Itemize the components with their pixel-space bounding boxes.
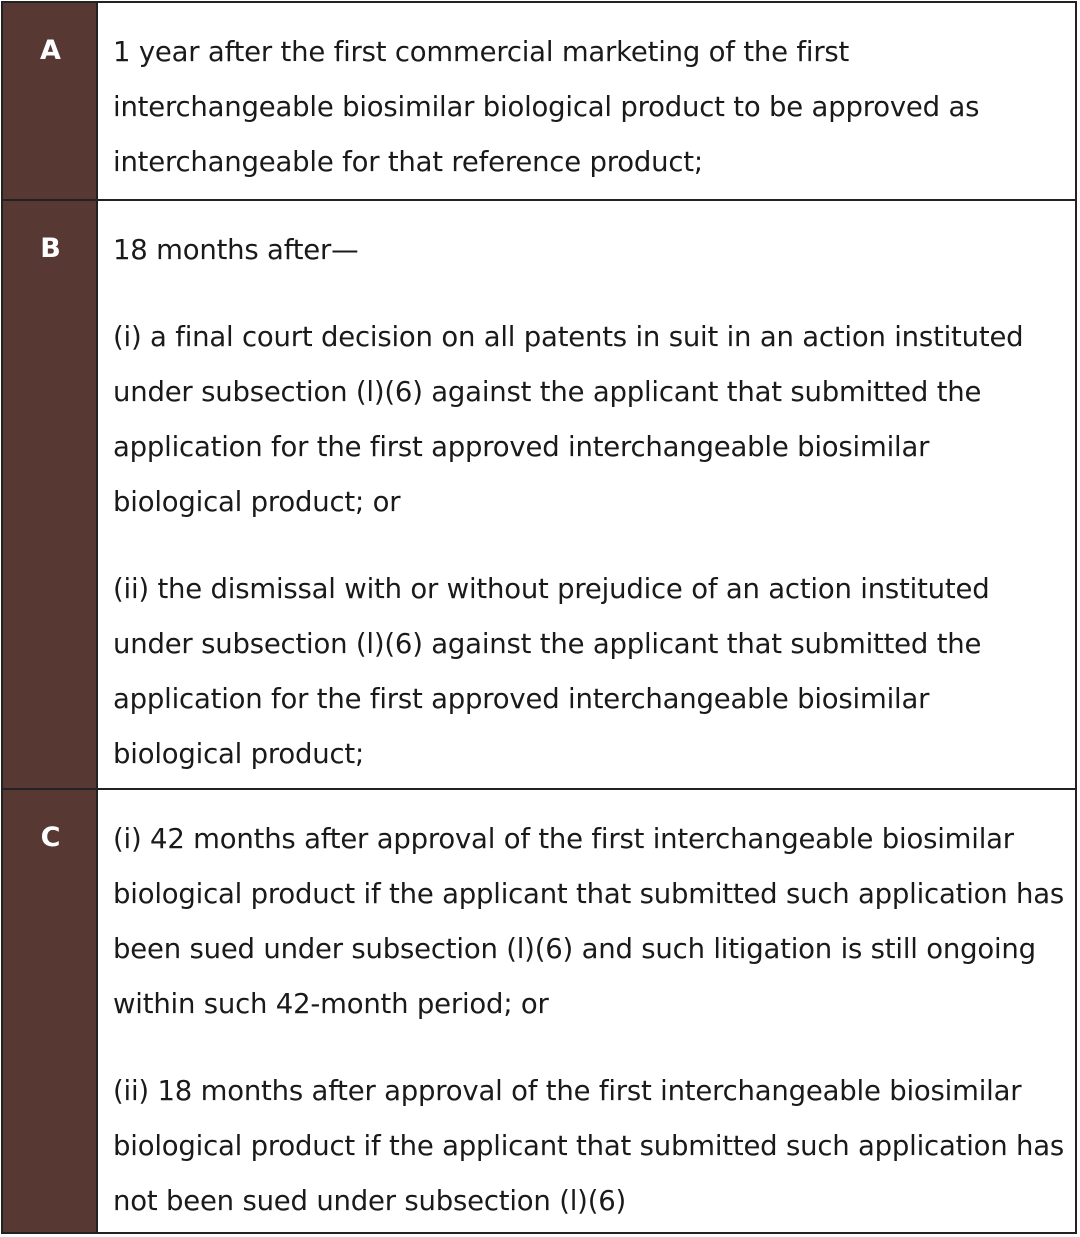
provision-paragraph: (ii) 18 months after approval of the first interchangeable biosimilar biological product if the applicant that submitted such application has not been sued under subsection (l)(6) <box>113 1075 1065 1217</box>
provision-paragraph: (ii) the dismissal with or without prejudice of an action instituted under subsection (l)(6) against the applicant that submitted the application for the first approved interchangeable biosimilar biological product; <box>113 573 990 770</box>
table-row-b <box>3 199 1075 788</box>
table-row-a <box>3 3 1075 199</box>
row-content-cell <box>98 790 1075 1232</box>
row-label: A <box>40 35 61 66</box>
provision-paragraph: (i) 42 months after approval of the first interchangeable biosimilar biological product if the applicant that submitted such application has been sued under subsection (l)(6) and such litigation is still ongoing within such 42-month period; or <box>113 823 1065 1020</box>
provision-paragraph: (i) a final court decision on all patents in suit in an action instituted under subsection (l)(6) against the applicant that submitted the application for the first approved interchangeable biosimilar biological product; or <box>113 321 1024 518</box>
row-label-cell <box>3 3 98 199</box>
row-label-cell <box>3 790 98 1232</box>
provisions-table <box>1 1 1077 1234</box>
provision-paragraph: 1 year after the first commercial marketing of the first interchangeable biosimilar biological product to be approved as interchangeable for that reference product; <box>113 36 980 178</box>
provision-paragraph: 18 months after— <box>113 234 359 266</box>
row-label: B <box>40 233 61 264</box>
row-content-cell <box>98 3 1075 199</box>
row-label: C <box>40 822 61 853</box>
row-label-cell <box>3 201 98 788</box>
row-content-cell <box>98 201 1075 788</box>
table-row-c <box>3 788 1075 1232</box>
